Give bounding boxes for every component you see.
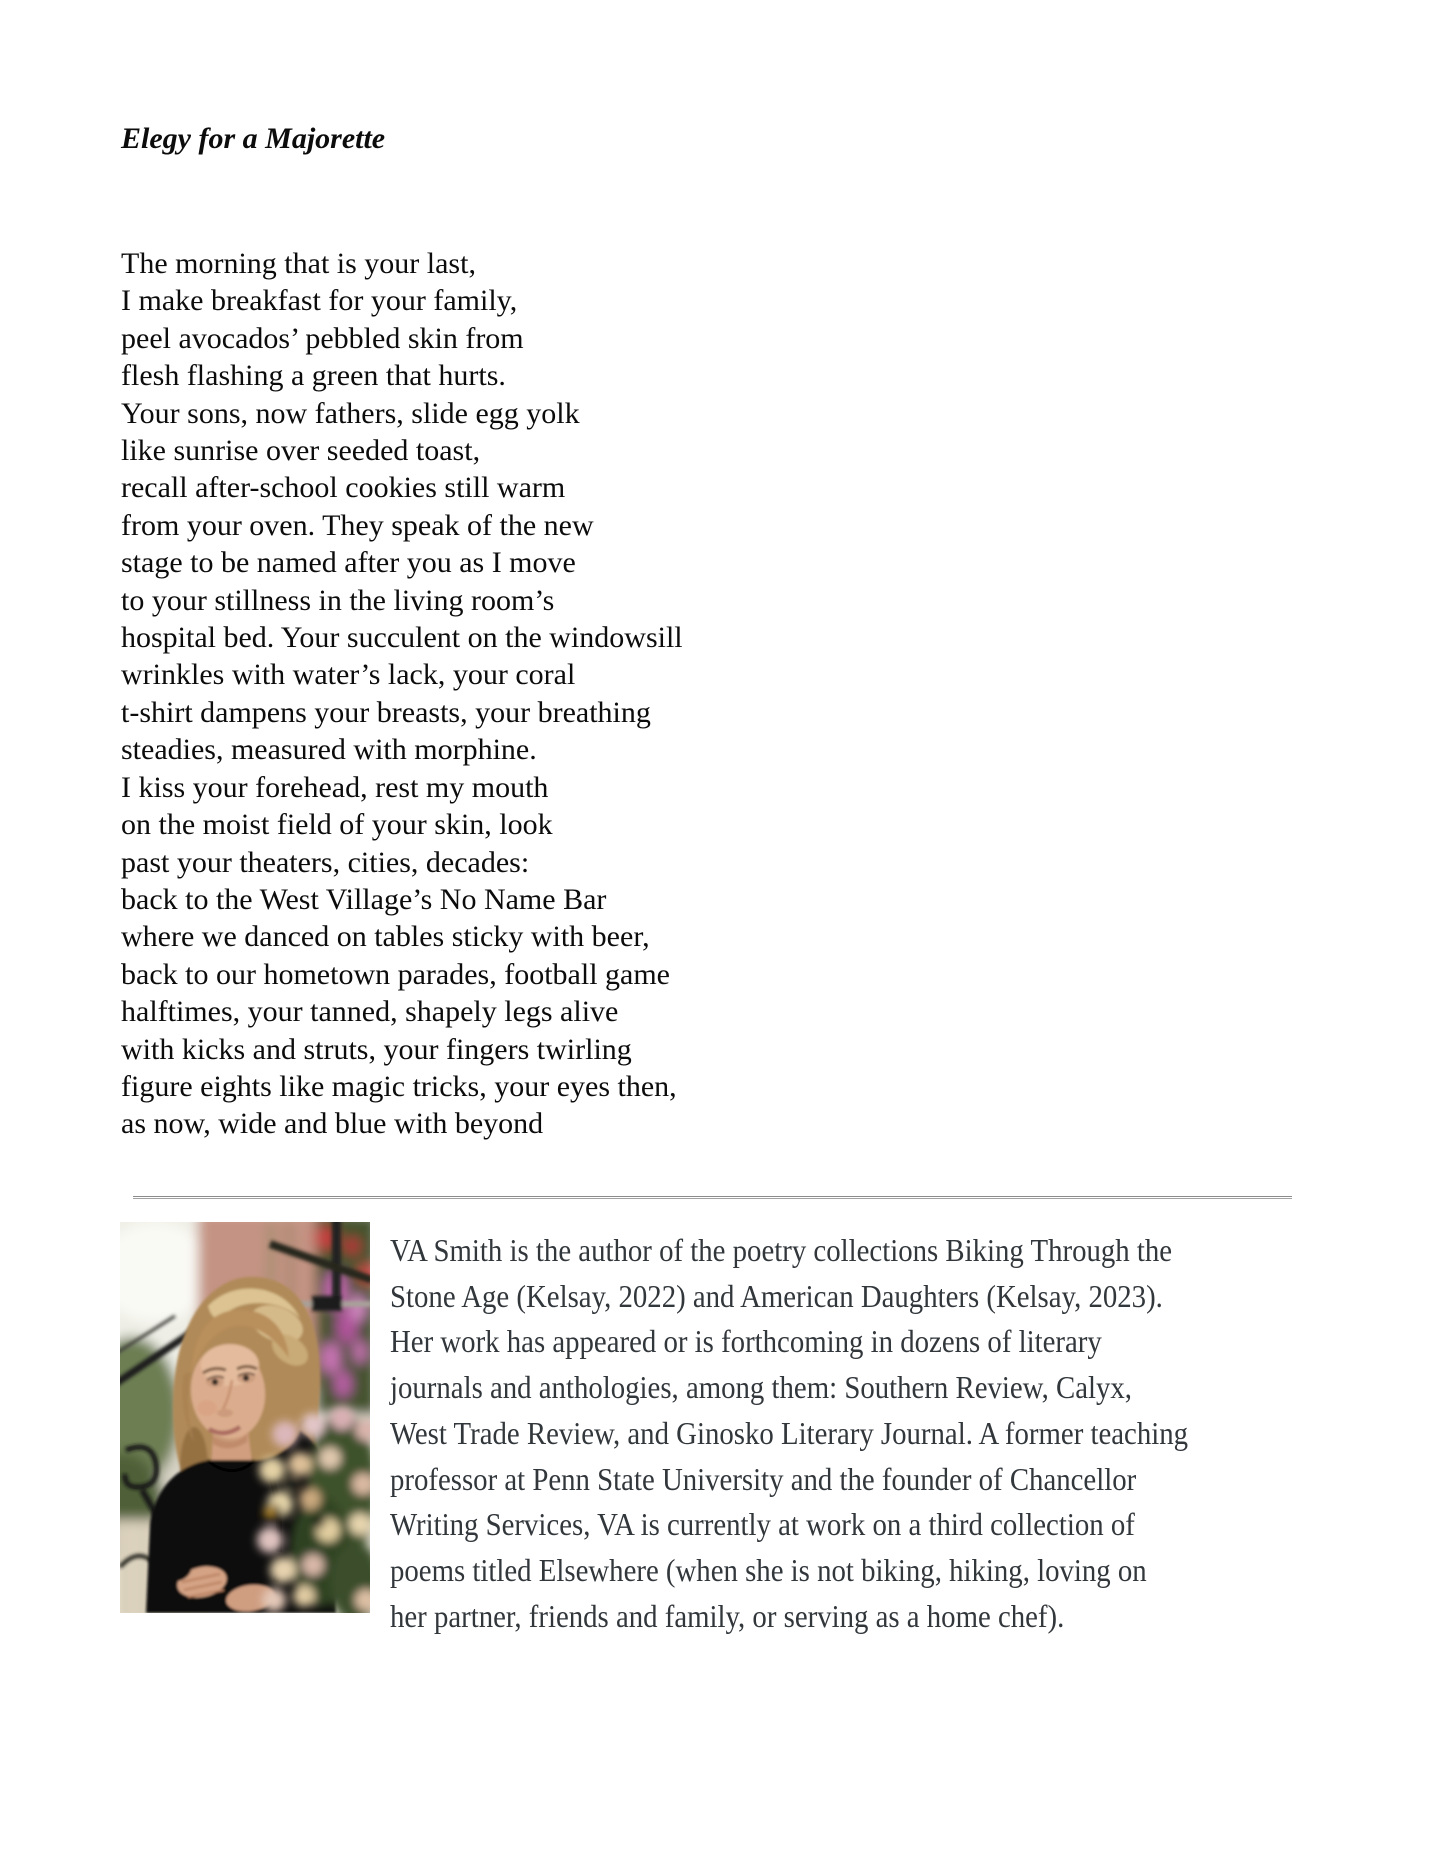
- poem-line: back to our hometown parades, football game: [121, 957, 670, 991]
- poem-line: past your theaters, cities, decades:: [121, 845, 530, 879]
- poem-line: recall after-school cookies still warm: [121, 471, 566, 505]
- bio-line: Writing Services, VA is currently at work on a third collection of: [390, 1506, 1135, 1543]
- poem-title: Elegy for a Majorette: [121, 122, 386, 155]
- bio-line: Her work has appeared or is forthcoming in dozens of literary: [390, 1323, 1102, 1360]
- author-bio: [390, 1228, 1188, 1639]
- poem-line: Your sons, now fathers, slide egg yolk: [121, 396, 580, 430]
- poem-line: from your oven. They speak of the new: [121, 508, 594, 542]
- bio-line: Stone Age (Kelsay, 2022) and American Daughters (Kelsay, 2023).: [390, 1277, 1163, 1314]
- poem-line: back to the West Village’s No Name Bar: [121, 882, 607, 916]
- poem-line: stage to be named after you as I move: [121, 546, 576, 580]
- section-divider: [133, 1196, 1292, 1199]
- poem-line: wrinkles with water’s lack, your coral: [121, 658, 576, 692]
- poem-line: where we danced on tables sticky with beer,: [121, 920, 650, 954]
- bio-line: professor at Penn State University and the founder of Chancellor: [390, 1460, 1137, 1497]
- bio-line: West Trade Review, and Ginosko Literary Journal. A former teaching: [390, 1414, 1189, 1451]
- author-photo-image: [120, 1222, 370, 1613]
- poem-line: peel avocados’ pebbled skin from: [121, 321, 524, 355]
- poem-line: with kicks and struts, your fingers twirling: [121, 1032, 632, 1066]
- poem-line: halftimes, your tanned, shapely legs alive: [121, 995, 619, 1029]
- poem-line: The morning that is your last,: [121, 247, 476, 280]
- poem-line: figure eights like magic tricks, your eyes then,: [121, 1069, 677, 1103]
- poem-line: as now, wide and blue with beyond: [121, 1107, 544, 1141]
- author-photo: [120, 1222, 370, 1613]
- poem-line: on the moist field of your skin, look: [121, 808, 553, 842]
- poem-line: I make breakfast for your family,: [121, 284, 518, 318]
- poem-line: to your stillness in the living room’s: [121, 583, 555, 617]
- poem-line: hospital bed. Your succulent on the windowsill: [121, 621, 683, 655]
- poem-body: [121, 245, 683, 1143]
- bio-line: her partner, friends and family, or serving as a home chef).: [390, 1597, 1065, 1634]
- bio-line: VA Smith is the author of the poetry collections Biking Through the: [390, 1232, 1173, 1268]
- poem-line: I kiss your forehead, rest my mouth: [121, 770, 549, 804]
- bio-line: journals and anthologies, among them: Southern Review, Calyx,: [390, 1369, 1133, 1406]
- poem-line: t-shirt dampens your breasts, your breathing: [121, 695, 651, 729]
- poem-line: flesh flashing a green that hurts.: [121, 359, 506, 393]
- poem-line: like sunrise over seeded toast,: [121, 434, 481, 468]
- poem-line: steadies, measured with morphine.: [121, 733, 537, 767]
- bio-line: poems titled Elsewhere (when she is not biking, hiking, loving on: [390, 1551, 1147, 1588]
